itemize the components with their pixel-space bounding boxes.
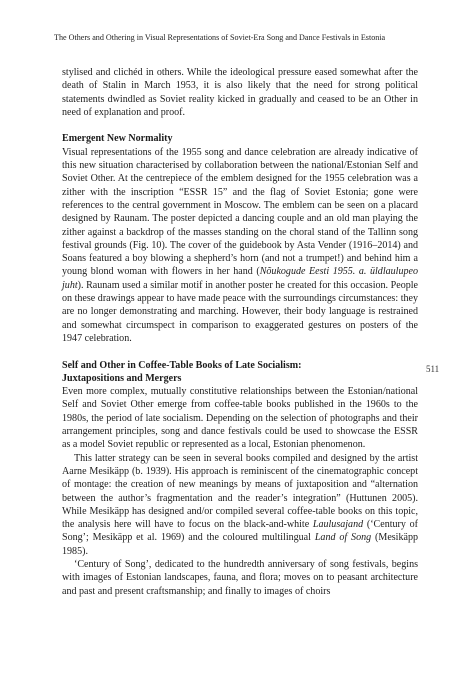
italic-title: Laulusajand [312,519,364,531]
italic-title: Nõukogude Eesti 1955. a. üldlaulupeo juht [62,266,418,291]
paragraph: Even more complex, mutually constitutive relationships between the Estonian/national Self and Soviet Other emerge from coffee-table books published in the 1960s to the 1980s, the period of late socialism. Depending on the selection of photographs and their arrangement principles, song and dance festivals could be used to showcase the ESSR as a model Soviet republic or represented as a local, Estonian phenomenon. [62,386,418,451]
paragraph: This latter strategy can be seen in several books compiled and designed by the artist Aarne Mesikäpp (b. 1939). His approach is reminiscent of the cinematographic concept of montage: the creation of new meanings by means of juxtaposition and “alternation between the author’s fragmentation and the reader’s integration” (Huttunen 2005). While Mesikäpp has designed and/or compiled several coffee-table books on this topic, the analysis here will have to focus on the black-and-white Laulusajand (‘Century of Song’; Mesikäpp et al. 1969) and the coloured multilingual Land of Song (Mesikäpp 1985). [62,452,419,557]
section-heading: Emergent New Normality [62,133,173,145]
page-number: 511 [426,364,440,374]
paragraph: Visual representations of the 1955 song and dance celebration are already indicative of this new situation characterised by collaboration between the national/Estonian Self and Soviet Other. At the centrepiece of the emblem designed for the 1955 celebration was a zither with the inscription “ESSR 15” and the flag of Soviet Estonia; gone were references to the central government in Moscow. The emblem can be seen on a placard designed by Raunam. The poster depicted a dancing couple and an old man playing the zither against a backdrop of the masses standing on the choral stand of the Tallinn song festival grounds (Fig. 10). The cover of the guidebook by Asta Vender (1916–2014) and Soans featured a boy blowing a shepherd’s horn (and not a trumpet!) and behind him a young blond woman with flowers in her hand (Nõukogude Eesti 1955. a. üldlaulupeo juht). Raunam used a similar motif in another poster he created for this occasion. People on these drawings appear to have made peace with the surroundings circumstances: they are no longer demonstrating and marching. However, their body language is restrained and somewhat circumspect in comparison to exaggerated gestures on posters of the 1947 celebration. [62,146,418,344]
section-heading: Self and Other in Coffee-Table Books of Late Socialism: Juxtapositions and Mergers [62,359,302,384]
main-text [62,66,418,598]
paragraph: stylised and clichéd in others. While the ideological pressure eased somewhat after the death of Stalin in March 1953, it is also likely that the need for strong political statements dwindled as Soviet reality kicked in gradually and ceased to be an Other in need of explanation and proof. [62,67,418,118]
italic-title: Land of Song [314,532,372,544]
running-head: The Others and Othering in Visual Representations of Soviet-Era Song and Dance Festivals in Estonia [54,33,386,42]
paragraph: ‘Century of Song’, dedicated to the hundredth anniversary of song festivals, begins with images of Estonian landscapes, fauna, and flora; moves on to peasant architecture and past and present craftsmanship; and finally to images of choirs [62,558,418,597]
